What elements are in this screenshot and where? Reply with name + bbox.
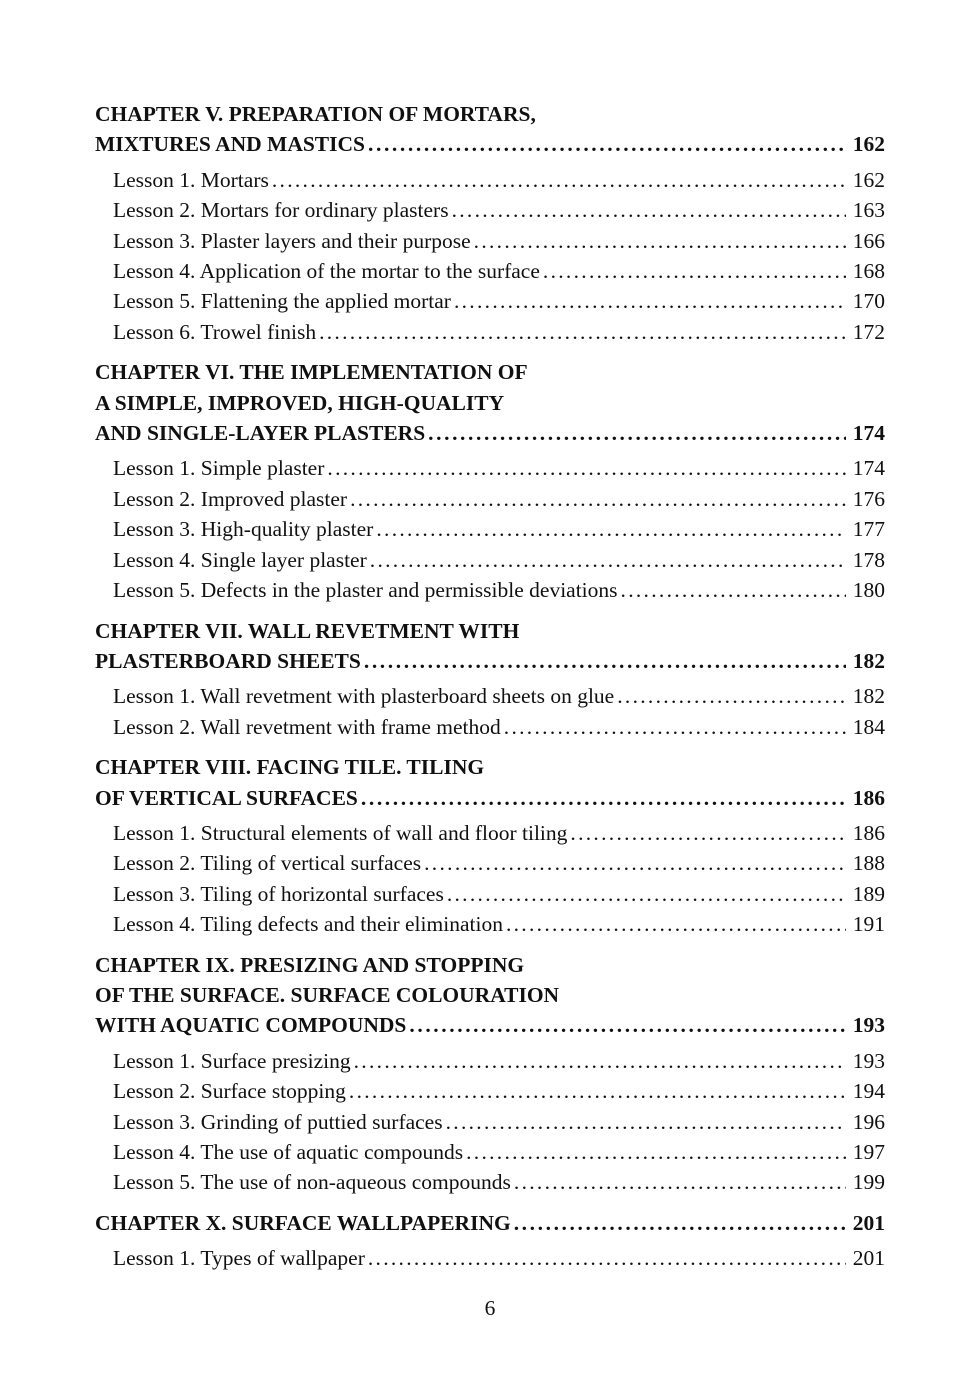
chapter-heading-line: CHAPTER VIII. FACING TILE. TILING [95,755,485,780]
toc-section [95,752,885,939]
dot-leader [514,1167,846,1197]
toc-entry-title: Lesson 2. Improved plaster [113,486,348,511]
dot-leader [424,848,846,878]
chapter-toc-entry [95,1208,885,1238]
toc-entry-title: Lesson 1. Wall revetment with plasterboard sheets on glue [113,684,615,709]
table-of-contents [95,99,885,1274]
chapter-toc-entry [95,646,885,676]
dot-leader [361,783,846,813]
toc-entry-title: Lesson 1. Types of wallpaper [113,1246,365,1271]
toc-entry-title: Lesson 5. The use of non-aqueous compounds [113,1170,511,1195]
toc-entry-page-number: 194 [852,1079,885,1104]
dot-leader [621,575,846,605]
dot-leader [409,1010,845,1040]
toc-entry-page-number: 162 [852,132,885,157]
toc-entry-page-number: 174 [852,421,885,446]
dot-leader [428,418,846,448]
toc-entry-page-number: 189 [852,881,885,906]
chapter-toc-entry [95,418,885,448]
toc-entry-title: Lesson 4. Tiling defects and their elimination [113,912,503,937]
toc-section [95,357,885,605]
toc-entry-title: AND SINGLE-LAYER PLASTERS [95,421,426,446]
dot-leader [446,1107,846,1137]
dot-leader [617,681,846,711]
toc-entry-page-number: 162 [852,167,885,192]
toc-entry-title: PLASTERBOARD SHEETS [95,648,361,673]
lesson-toc-entry [113,848,885,878]
lesson-toc-entry [113,879,885,909]
lesson-list [95,453,885,605]
dot-leader [454,286,846,316]
lesson-toc-entry [113,165,885,195]
toc-entry-page-number: 176 [852,486,885,511]
chapter-heading-line: CHAPTER VII. WALL REVETMENT WITH [95,618,520,643]
dot-leader [327,453,845,483]
dot-leader [364,646,846,676]
toc-entry-title: Lesson 3. Plaster layers and their purpose [113,228,471,253]
toc-entry-page-number: 163 [852,198,885,223]
toc-entry-title: MIXTURES AND MASTICS [95,132,365,157]
dot-leader [368,129,846,159]
toc-entry-title: Lesson 4. Single layer plaster [113,547,367,572]
toc-entry-title: Lesson 4. Application of the mortar to the surface [113,259,540,284]
lesson-toc-entry [113,818,885,848]
lesson-toc-entry [113,195,885,225]
toc-entry-title: WITH AQUATIC COMPOUNDS [95,1013,407,1038]
dot-leader [474,226,846,256]
toc-entry-page-number: 174 [852,456,885,481]
toc-entry-page-number: 166 [852,228,885,253]
dot-leader [466,1137,846,1167]
toc-section [95,950,885,1198]
dot-leader [514,1208,846,1238]
toc-entry-page-number: 178 [852,547,885,572]
toc-entry-page-number: 193 [852,1048,885,1073]
dot-leader [349,1076,846,1106]
lesson-list [95,165,885,347]
dot-leader [452,195,846,225]
toc-entry-page-number: 186 [852,820,885,845]
toc-entry-title: Lesson 3. Grinding of puttied surfaces [113,1109,443,1134]
toc-entry-page-number: 197 [852,1140,885,1164]
toc-entry-page-number: 191 [852,912,885,937]
toc-entry-page-number: 186 [852,785,885,810]
chapter-heading-line: CHAPTER V. PREPARATION OF MORTARS, [95,102,536,126]
toc-entry-title: Lesson 5. Flattening the applied mortar [113,289,451,314]
toc-entry-page-number: 180 [852,578,885,603]
lesson-list [95,681,885,742]
lesson-toc-entry [113,575,885,605]
toc-entry-title: CHAPTER X. SURFACE WALLPAPERING [95,1210,511,1235]
lesson-list [95,1243,885,1273]
toc-entry-page-number: 199 [852,1170,885,1195]
lesson-toc-entry [113,514,885,544]
toc-entry-page-number: 188 [852,851,885,876]
toc-entry-title: Lesson 2. Wall revetment with frame method [113,714,501,739]
dot-leader [543,256,846,286]
dot-leader [570,818,845,848]
toc-entry-title: Lesson 6. Trowel finish [113,319,317,344]
dot-leader [506,909,846,939]
toc-entry-page-number: 193 [852,1013,885,1038]
toc-entry-page-number: 201 [852,1246,885,1271]
dot-leader [350,484,846,514]
lesson-toc-entry [113,226,885,256]
toc-entry-page-number: 182 [852,684,885,709]
toc-section [95,1208,885,1274]
toc-entry-title: Lesson 4. The use of aquatic compounds [113,1140,464,1164]
dot-leader [370,545,846,575]
lesson-toc-entry [113,453,885,483]
toc-entry-page-number: 172 [852,319,885,344]
toc-entry-page-number: 196 [852,1109,885,1134]
toc-entry-title: Lesson 1. Structural elements of wall and floor tiling [113,820,568,845]
lesson-toc-entry [113,1076,885,1106]
lesson-toc-entry [113,909,885,939]
chapter-heading-line: OF THE SURFACE. SURFACE COLOURATION [95,982,560,1007]
dot-leader [354,1046,846,1076]
toc-entry-title: Lesson 2. Tiling of vertical surfaces [113,851,422,876]
chapter-toc-entry [95,129,885,159]
chapter-heading-line: CHAPTER IX. PRESIZING AND STOPPING [95,952,525,977]
toc-entry-page-number: 201 [852,1210,885,1235]
lesson-toc-entry [113,1137,885,1167]
dot-leader [504,712,846,742]
lesson-toc-entry [113,1243,885,1273]
toc-entry-title: Lesson 2. Surface stopping [113,1079,346,1104]
toc-entry-page-number: 184 [852,714,885,739]
toc-entry-page-number: 182 [852,648,885,673]
lesson-toc-entry [113,286,885,316]
lesson-toc-entry [113,681,885,711]
dot-leader [447,879,846,909]
toc-entry-page-number: 168 [852,259,885,284]
lesson-toc-entry [113,484,885,514]
lesson-list [95,1046,885,1198]
chapter-heading-line: CHAPTER VI. THE IMPLEMENTATION OF [95,360,528,385]
chapter-toc-entry [95,783,885,813]
lesson-toc-entry [113,1107,885,1137]
toc-entry-title: Lesson 2. Mortars for ordinary plasters [113,198,449,223]
dot-leader [272,165,846,195]
toc-section [95,616,885,743]
chapter-heading-line: A SIMPLE, IMPROVED, HIGH-QUALITY [95,390,505,415]
toc-entry-title: Lesson 3. Tiling of horizontal surfaces [113,881,444,906]
toc-entry-title: Lesson 1. Simple plaster [113,456,325,481]
lesson-list [95,818,885,940]
lesson-toc-entry [113,545,885,575]
toc-entry-page-number: 177 [852,517,885,542]
toc-entry-page-number: 170 [852,289,885,314]
dot-leader [319,317,846,347]
toc-entry-title: OF VERTICAL SURFACES [95,785,358,810]
toc-entry-title: Lesson 3. High-quality plaster [113,517,374,542]
lesson-toc-entry [113,317,885,347]
lesson-toc-entry [113,256,885,286]
lesson-toc-entry [113,1167,885,1197]
dot-leader [368,1243,846,1273]
lesson-toc-entry [113,1046,885,1076]
toc-section [95,99,885,347]
chapter-toc-entry [95,1010,885,1040]
dot-leader [376,514,845,544]
toc-entry-title: Lesson 1. Mortars [113,167,269,192]
toc-entry-title: Lesson 1. Surface presizing [113,1048,351,1073]
lesson-toc-entry [113,712,885,742]
page-number: 6 [484,1296,496,1320]
toc-entry-title: Lesson 5. Defects in the plaster and permissible deviations [113,578,618,603]
